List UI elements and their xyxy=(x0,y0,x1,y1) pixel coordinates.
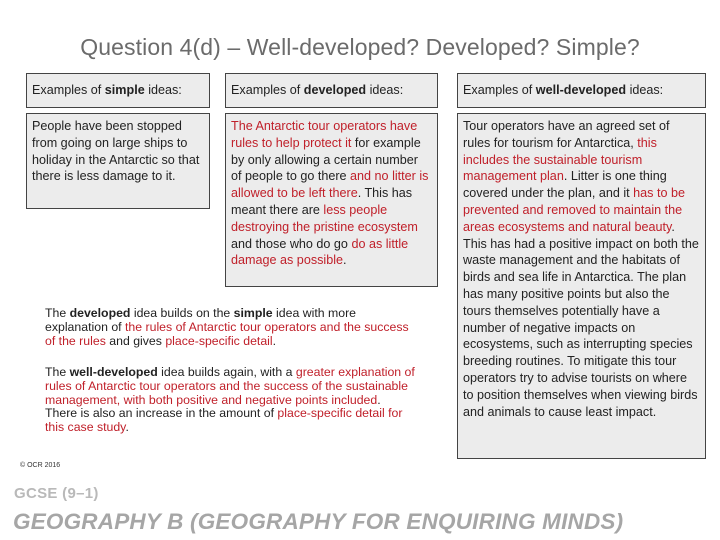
well-part-2: this includes the sustainable tourism management plan xyxy=(463,135,657,184)
developed-header-bold: developed xyxy=(303,83,367,97)
simple-header-post: ideas: xyxy=(144,83,182,97)
note2-a: The xyxy=(45,365,70,379)
note2-g: . xyxy=(125,420,129,435)
well-part-1: Tour operators have an agreed set of rules for tourism for Antarctica, xyxy=(463,119,670,150)
developed-header-post: ideas: xyxy=(366,83,404,97)
developed-part-1: The Antarctic tour operators have rules to help protect it xyxy=(231,119,418,150)
well-header-bold: well-developed xyxy=(535,83,627,97)
simple-example-text: People have been stopped from going on large ships to holiday in the Antarctic so that there is less damage to it. xyxy=(32,119,200,184)
well-developed-header-box xyxy=(457,73,706,108)
page-title: Question 4(d) – Well-developed? Developed? Simple? xyxy=(80,34,640,60)
note1-g: and gives xyxy=(105,333,166,348)
well-part-5: . This has had a positive impact on both the waste management and the habitats of birds and sea life in Antarctica. The plan has many positive points but also the tours themselves potentially have a number of negative impacts on ecosystems, such as interrupting species breeding routines. To mitigate this tour operators try to advise tourists on where to position themselves when viewing birds and animals to cause least impact. xyxy=(463,219,699,419)
simple-header-bold: simple xyxy=(104,83,145,97)
developed-header-box xyxy=(225,73,438,108)
note1-e: idea with more explanation of xyxy=(45,306,357,334)
note2-e: . There is also an increase in the amount of xyxy=(45,392,381,421)
note2-c: idea builds again, with a xyxy=(157,365,296,379)
well-part-3: . Litter is one thing covered under the plan, and it xyxy=(463,169,667,201)
well-header-pre: Examples of xyxy=(463,83,536,97)
developed-example-box xyxy=(225,113,438,287)
footer-subject-title: GEOGRAPHY B (GEOGRAPHY FOR ENQUIRING MINDS) xyxy=(13,509,624,534)
note1-b: developed xyxy=(69,306,131,320)
note2-f: place-specific detail for this case study xyxy=(45,406,403,435)
note2-d: greater explanation of rules of Antarctic tour operators and the success of the sustainable management, with both positive and negative points included xyxy=(45,365,415,407)
note1-c: idea builds on the xyxy=(130,306,234,320)
developed-part-3: and no litter is allowed to be left there xyxy=(231,169,429,201)
simple-header-pre: Examples of xyxy=(32,83,105,97)
note1-f: the rules of Antarctic tour operators and the success of the rules xyxy=(45,319,409,348)
note1-i: . xyxy=(272,333,277,348)
developed-explanation-note xyxy=(45,307,415,348)
developed-part-7: do as little damage as possible xyxy=(231,236,409,268)
developed-part-6: and those who do go xyxy=(231,236,352,251)
note2-b: well-developed xyxy=(69,365,158,379)
note1-d: simple xyxy=(233,306,273,320)
copyright-notice: © OCR 2016 xyxy=(20,462,61,469)
simple-header-box xyxy=(26,73,210,108)
well-developed-explanation-note xyxy=(45,366,415,435)
developed-part-8: . xyxy=(343,253,347,268)
note1-a: The xyxy=(45,306,70,320)
well-part-4: has to be prevented and removed to maintain the areas ecosystems and natural beauty xyxy=(463,186,685,234)
simple-example-box xyxy=(26,113,210,209)
well-developed-example-box xyxy=(457,113,706,459)
note1-h: place-specific detail xyxy=(165,333,273,348)
developed-part-4: . This has meant there are xyxy=(231,186,413,217)
developed-part-2: for example by only allowing a certain number of people to go there xyxy=(231,135,421,184)
well-header-post: ideas: xyxy=(626,83,664,97)
footer-qualification: GCSE (9–1) xyxy=(14,485,99,502)
developed-header-pre: Examples of xyxy=(231,83,304,97)
developed-part-5: less people destroying the pristine ecosystem xyxy=(231,202,418,234)
